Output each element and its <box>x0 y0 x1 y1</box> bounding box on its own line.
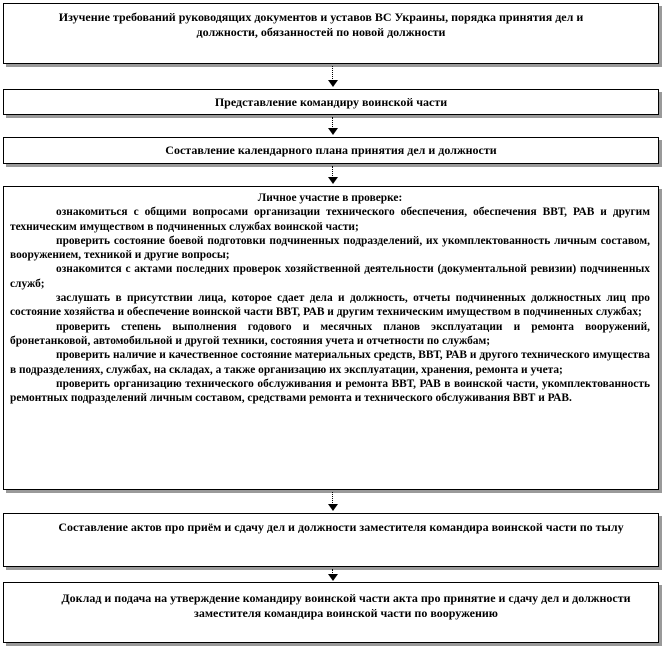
flow-arrow-4 <box>330 492 336 511</box>
step-box-report-to-commander <box>3 89 659 115</box>
arrow-down-icon <box>328 504 338 511</box>
arrow-down-icon <box>328 128 338 135</box>
step-text-calendar-plan: Составление календарного плана принятия дел и должности <box>165 143 497 157</box>
flow-arrow-2 <box>330 117 336 135</box>
step-box-handover-acts <box>3 513 659 567</box>
inspection-item: проверить степень выполнения годового и месячных планов эксплуатации и ремонта вооружений, бронетанковой, автомобильной и другой техники, состояния учета и отчетности по службам; <box>10 320 650 347</box>
step-box-personal-inspection <box>3 186 659 490</box>
step-text-report-approval: Доклад и подача на утверждение командиру воинской части акта про принятие и сдачу дел и должности заместителя командира воинской части по вооружению <box>61 591 631 620</box>
step-box-study-requirements <box>3 3 659 64</box>
step-text-handover-acts: Составление актов про приём и сдачу дел и должности заместителя командира воинской части по тылу <box>58 520 624 534</box>
flow-arrow-3 <box>330 166 336 184</box>
inspection-item: проверить организацию технического обслуживания и ремонта ВВТ, РАВ в воинской части, укомплектованность ремонтных подразделений личным составом, средствами ремонта и технического обслуживания ВВТ и РАВ. <box>10 377 650 405</box>
inspection-item: проверить наличие и качественное состояние материальных средств, ВВТ, РАВ и другого технического имущества в подразделениях, службах, на складах, а также организацию их эксплуатации, хранения, ремонта и учета; <box>10 349 650 376</box>
inspection-heading: Личное участие в проверке: <box>257 192 403 204</box>
step-text-report-to-commander: Представление командиру воинской части <box>214 94 448 109</box>
arrow-down-icon <box>328 177 338 184</box>
arrow-down-icon <box>328 80 338 87</box>
flow-arrow-5 <box>330 569 336 581</box>
inspection-item: заслушать в присутствии лица, которое сдает дела и должность, отчеты подчиненных должностных лиц про состояние хозяйства и обеспечение воинской части ВВТ, РАВ и другим техническим имуществом в подчиненных службах; <box>10 292 650 319</box>
step-text-study-requirements: Изучение требований руководящих документов и уставов ВС Украины, порядка принятия дел и должности, обязанностей по новой должности <box>58 10 584 39</box>
step-box-calendar-plan <box>3 137 659 164</box>
flow-arrow-1 <box>330 66 336 87</box>
inspection-item: ознакомиться с общими вопросами организации технического обеспечения, обеспечения ВВТ, РАВ и другим техническим имуществом в подчиненных службах воинской части; <box>10 206 650 233</box>
arrow-down-icon <box>328 574 338 581</box>
inspection-item: ознакомится с актами последних проверок хозяйственной деятельности (документальной ревизии) подчиненных служб; <box>10 263 650 290</box>
inspection-item: проверить состояние боевой подготовки подчиненных подразделений, их укомплектованность личным составом, вооружением, техникой и другие вопросы; <box>10 234 650 262</box>
step-box-report-approval <box>3 582 659 643</box>
